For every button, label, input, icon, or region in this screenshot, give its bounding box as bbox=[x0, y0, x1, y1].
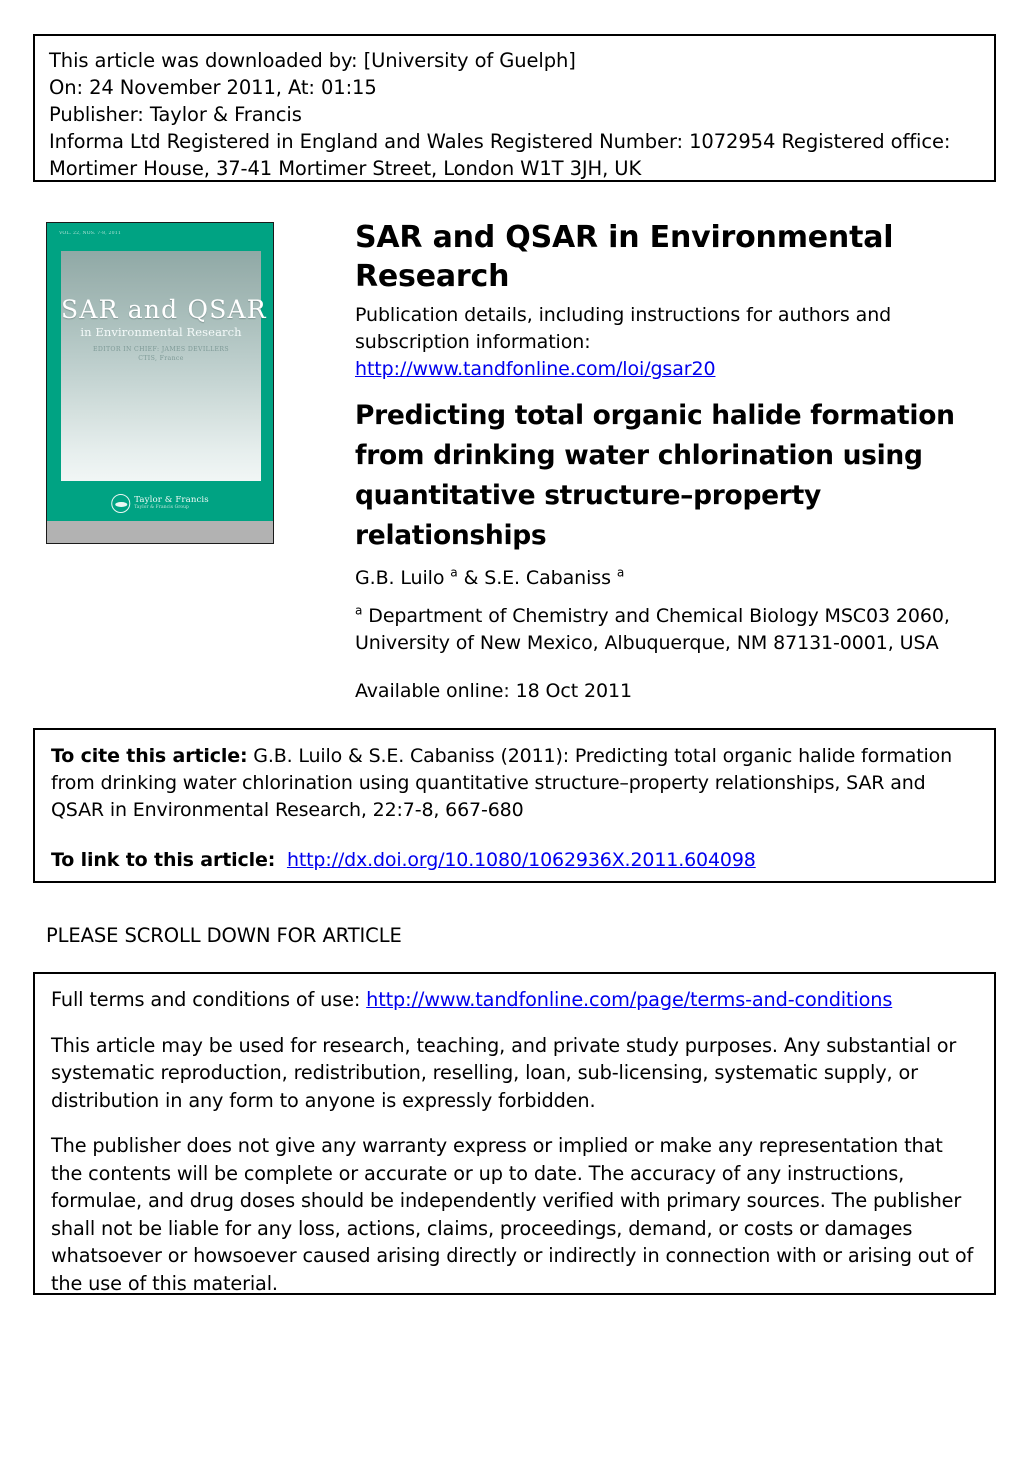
journal-cover-image bbox=[46, 222, 274, 544]
full-terms-label: Full terms and conditions of use: bbox=[51, 988, 367, 1011]
doi-link[interactable]: http://dx.doi.org/10.1080/1062936X.2011.604098 bbox=[286, 849, 756, 871]
author-1-affiliation-marker: a bbox=[450, 565, 458, 580]
author-affiliation bbox=[355, 603, 1000, 657]
link-to-this-article bbox=[51, 847, 978, 874]
publisher-name: Taylor & Francis bbox=[134, 495, 209, 506]
cover-gray-strip bbox=[47, 521, 274, 543]
article-authors bbox=[355, 565, 1000, 592]
cover-issue-line: VOL. 22, NOS. 7-8, 2011 bbox=[59, 231, 122, 236]
download-notice-line-4: Informa Ltd Registered in England and Wales Registered Number: 1072954 Registered office: Mortimer House, 37-41 Mortimer Street, London W1T 3JH, UK bbox=[49, 130, 951, 180]
publication-details bbox=[355, 302, 1000, 383]
full-terms-line bbox=[51, 986, 978, 1014]
download-notice-box bbox=[33, 34, 996, 182]
terms-url-link[interactable]: http://www.tandfonline.com/page/terms-and-conditions bbox=[366, 988, 893, 1011]
cover-editor-line-2: CTIS, France bbox=[138, 355, 184, 362]
taylor-francis-logo bbox=[111, 494, 209, 513]
taylor-francis-logo-text bbox=[134, 496, 209, 511]
terms-and-conditions-box bbox=[33, 972, 996, 1295]
cite-this-article bbox=[51, 743, 978, 824]
cover-title: SAR and QSAR bbox=[61, 295, 267, 324]
masthead-details bbox=[355, 218, 1000, 705]
available-online-date: Available online: 18 Oct 2011 bbox=[355, 680, 632, 702]
terms-paragraph-1: This article may be used for research, teaching, and private study purposes. Any substantial or systematic reproduction, redistribution, reselling, loan, sub-licensing, systematic supply, or distribution in any form to anyone is expressly forbidden. bbox=[51, 1033, 957, 1112]
taylor-francis-mark-icon bbox=[111, 494, 130, 513]
citation-box bbox=[33, 728, 996, 883]
cite-this-article-label: To cite this article: bbox=[51, 745, 248, 767]
author-2-affiliation-marker: a bbox=[616, 565, 625, 580]
affiliation-marker: a bbox=[355, 603, 363, 618]
article-title: Predicting total organic halide formation from drinking water chlorination using quantitative structure–property relationships bbox=[355, 400, 955, 551]
scroll-down-notice: PLEASE SCROLL DOWN FOR ARTICLE bbox=[46, 924, 402, 947]
terms-paragraph-2: The publisher does not give any warranty express or implied or make any representation that the contents will be complete or accurate or up to date. The accuracy of any instructions, formulae, and drug doses should be independently verified with primary sources. The publisher shall not be liable for any loss, actions, claims, proceedings, demand, or costs or damages whatsoever or howsoever caused arising directly or indirectly in connection with or arising out of the use of this material. bbox=[51, 1134, 974, 1295]
cover-gradient-panel bbox=[61, 251, 267, 495]
link-to-this-article-label: To link to this article: bbox=[51, 849, 276, 871]
publication-details-label: Publication details, including instructions for authors and subscription information: bbox=[355, 304, 892, 353]
authors-conjunction: & S.E. Cabaniss bbox=[457, 567, 617, 589]
journal-url-link[interactable]: http://www.tandfonline.com/loi/gsar20 bbox=[355, 358, 716, 380]
download-notice-line-1: This article was downloaded by: [University of Guelph] bbox=[49, 49, 576, 72]
cite-this-article-text: G.B. Luilo & S.E. Cabaniss (2011): Predicting total organic halide formation from drinking water chlorination using quantitative structure–property relationships, SAR and QSAR in Environmental Research, 22:7-8, 667-680 bbox=[51, 745, 953, 821]
affiliation-text: Department of Chemistry and Chemical Biology MSC03 2060, University of New Mexico, Albuquerque, NM 87131-0001, USA bbox=[355, 605, 950, 654]
cover-editor-line-1: EDITOR IN CHIEF: JAMES DEVILLERS bbox=[92, 346, 230, 353]
publisher-tagline: Taylor & Francis Group bbox=[134, 505, 189, 511]
author-1-name: G.B. Luilo bbox=[355, 567, 451, 589]
cover-subtitle: in Environmental Research bbox=[80, 325, 242, 339]
download-notice-line-3: Publisher: Taylor & Francis bbox=[49, 103, 302, 126]
download-notice-line-2: On: 24 November 2011, At: 01:15 bbox=[49, 76, 377, 99]
journal-name: SAR and QSAR in Environmental Research bbox=[355, 220, 894, 294]
